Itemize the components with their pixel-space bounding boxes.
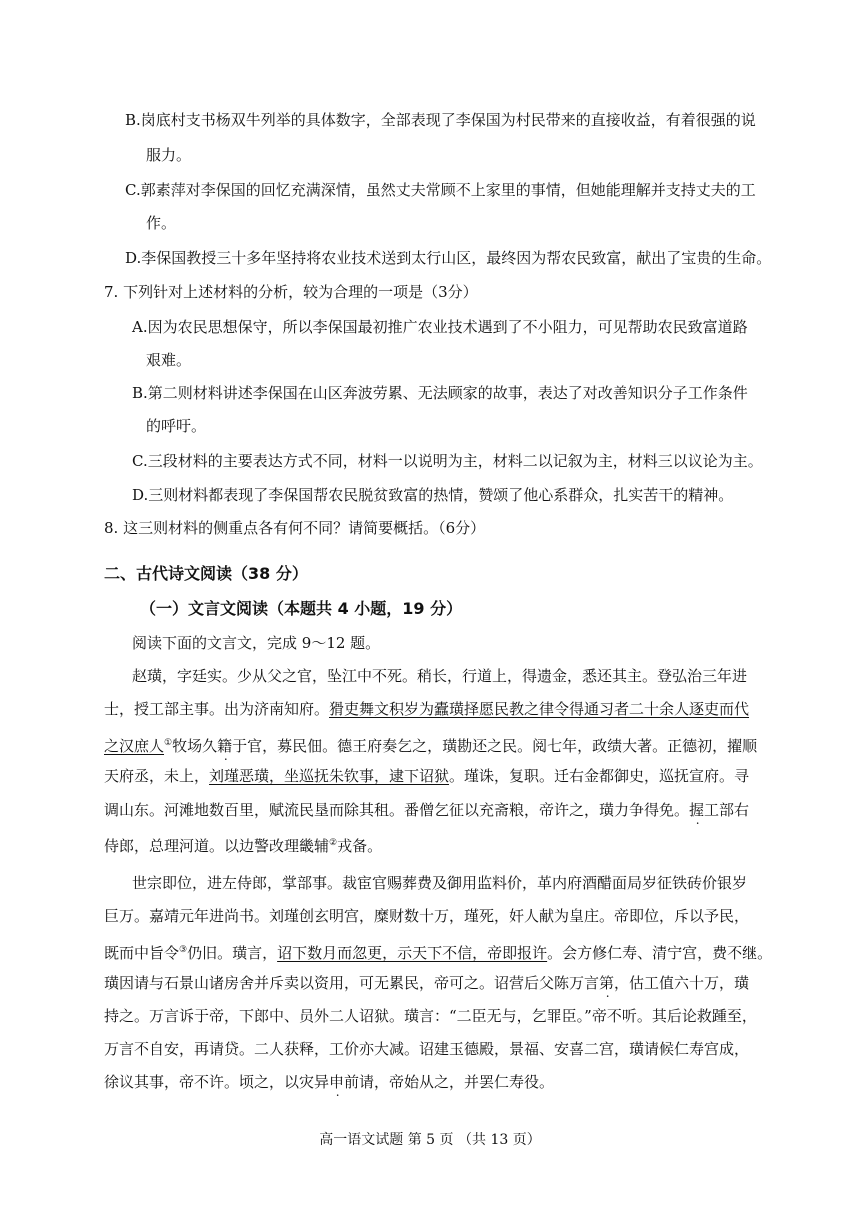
passage-line: 持之。万言诉于帝，下郎中、员外二人诏狱。璜言：“二臣无与，乞罪臣。”帝不听。其后论救踵至， [104,1007,757,1025]
passage-text: ，估工值六十万，璜 [614,974,750,992]
passage-line [104,1072,554,1092]
q7-option-d: D.三则材料都表现了李保国帮农民脱贫致富的热情，赞颂了他心系群众，扎实苦干的精神。 [132,486,734,504]
passage-text: 侍郎，总理河道。以边警改理畿辅 [104,837,330,855]
section-title: 二、古代诗文阅读（38 分） [104,564,308,583]
page-footer: 高一语文试题 第 5 页 （共 13 页） [319,1132,541,1148]
q7-option-a-line2: 艰难。 [146,351,192,369]
q7-option-c: C.三段材料的主要表达方式不同，材料一以说明为主，材料二以记叙为主，材料三以议论为主。 [132,452,763,470]
underlined-sentence: 猾吏舞文积岁为蠹璜择愿民教之律令得通习者二十余人逐吏而代 [329,700,750,718]
footnote-marker: ③ [179,945,188,955]
passage-text: 于官，募民佃。德王府奏乞之，璜勘还之民。阅七年，政绩大著。正德初，擢顺 [232,737,758,755]
passage-text: 牧场久 [172,737,218,755]
dotted-word: 籍 [217,737,233,755]
passage-text: 。瑾诛，复职。迁右金都御史，巡抚宣府。寻 [449,767,750,785]
dotted-word: 申 [329,1073,345,1091]
passage-line [104,833,382,856]
passage-line: 世宗即位，进左侍郎，掌部事。裁宦官赐葬费及御用监料价，革内府酒醋面局岁征铁砖价银岁 [132,874,748,892]
passage-text: 。会方修仁寿、清宁宫，费不继。 [547,944,773,962]
dotted-word: 第 [599,974,615,992]
subsection-title: （一）文言文阅读（本题共 4 小题，19 分） [140,599,463,618]
q6-option-c-line2: 作。 [146,214,177,232]
q6-option-b-line2: 服力。 [146,146,192,164]
passage-text: 天府丞，未上， [104,767,210,785]
passage-text: 戎备。 [337,837,383,855]
passage-line: 赵璜，字廷实。少从父之官，坠江中不死。稍长，行道上，得遗金，悉还其主。登弘治三年进 [132,667,748,685]
q6-option-d: D.李保国教授三十多年坚持将农业技术送到太行山区，最终因为帮农民致富，献出了宝贵的生命。 [125,249,772,267]
passage-text: 调山东。河滩地数百里，赋流民垦而除其租。番僧乞征以充斋粮，帝许之，璜力争得免。 [104,801,690,819]
q8-stem: 8. 这三则材料的侧重点各有何不同？请简要概括。（6分） [104,519,486,537]
passage-text: 徐议其事，帝不许。顷之，以灾异 [104,1073,330,1091]
passage-line [104,973,749,993]
passage-line: 万言不自安，再请贷。二人获释，工价亦大减。诏建玉德殿，景福、安喜二宫，璜请候仁寿宫成， [104,1040,750,1058]
footnote-marker: ① [164,738,173,748]
q7-stem: 7. 下列针对上述材料的分析，较为合理的一项是（3分） [104,283,478,301]
passage-line [104,800,749,820]
passage-text: 仍旧。璜言， [187,944,278,962]
dotted-word: 握 [689,801,705,819]
q6-option-c-line1: C.郭素萍对李保国的回忆充满深情，虽然丈夫常顾不上家里的事情，但她能理解并支持丈夫的工 [125,181,756,199]
reading-instruction: 阅读下面的文言文，完成 9～12 题。 [132,634,381,652]
q7-option-a-line1: A.因为农民思想保守，所以李保国最初推广农业技术遇到了不小阻力，可见帮助农民致富道路 [132,318,748,336]
footnote-marker: ② [329,838,338,848]
q6-option-b-line1: B.岗底村支书杨双牛列举的具体数字，全部表现了李保国为村民带来的直接收益，有着很强的说 [125,111,756,129]
passage-line [104,940,772,963]
passage-text: 士，授工部主事。出为济南知府。 [104,700,330,718]
underlined-sentence: 刘瑾恶璜，坐巡抚朱钦事，逮下诏狱 [209,767,450,785]
passage-line [104,733,757,756]
passage-line [104,699,749,719]
passage-line [104,766,749,786]
underlined-sentence: 之汉庶人 [104,737,165,755]
passage-text: 工部右 [704,801,750,819]
q7-option-b-line1: B.第二则材料讲述李保国在山区奔波劳累、无法顾家的故事，表达了对改善知识分子工作条件 [132,384,748,402]
underlined-sentence: 诏下数月而忽更，示天下不信，帝即报许 [277,944,548,962]
passage-text: 前请，帝始从之，并罢仁寿役。 [344,1073,555,1091]
passage-text: 既而中旨令 [104,944,180,962]
q7-option-b-line2: 的呼吁。 [146,417,207,435]
passage-text: 璜因请与石景山诸房舍并斥卖以资用，可无累民，帝可之。诏营后父陈万言 [104,974,600,992]
passage-line: 巨万。嘉靖元年进尚书。刘瑾创玄明宫，糜财数十万，瑾死，奸人献为皇庄。帝即位，斥以予民， [104,907,750,925]
